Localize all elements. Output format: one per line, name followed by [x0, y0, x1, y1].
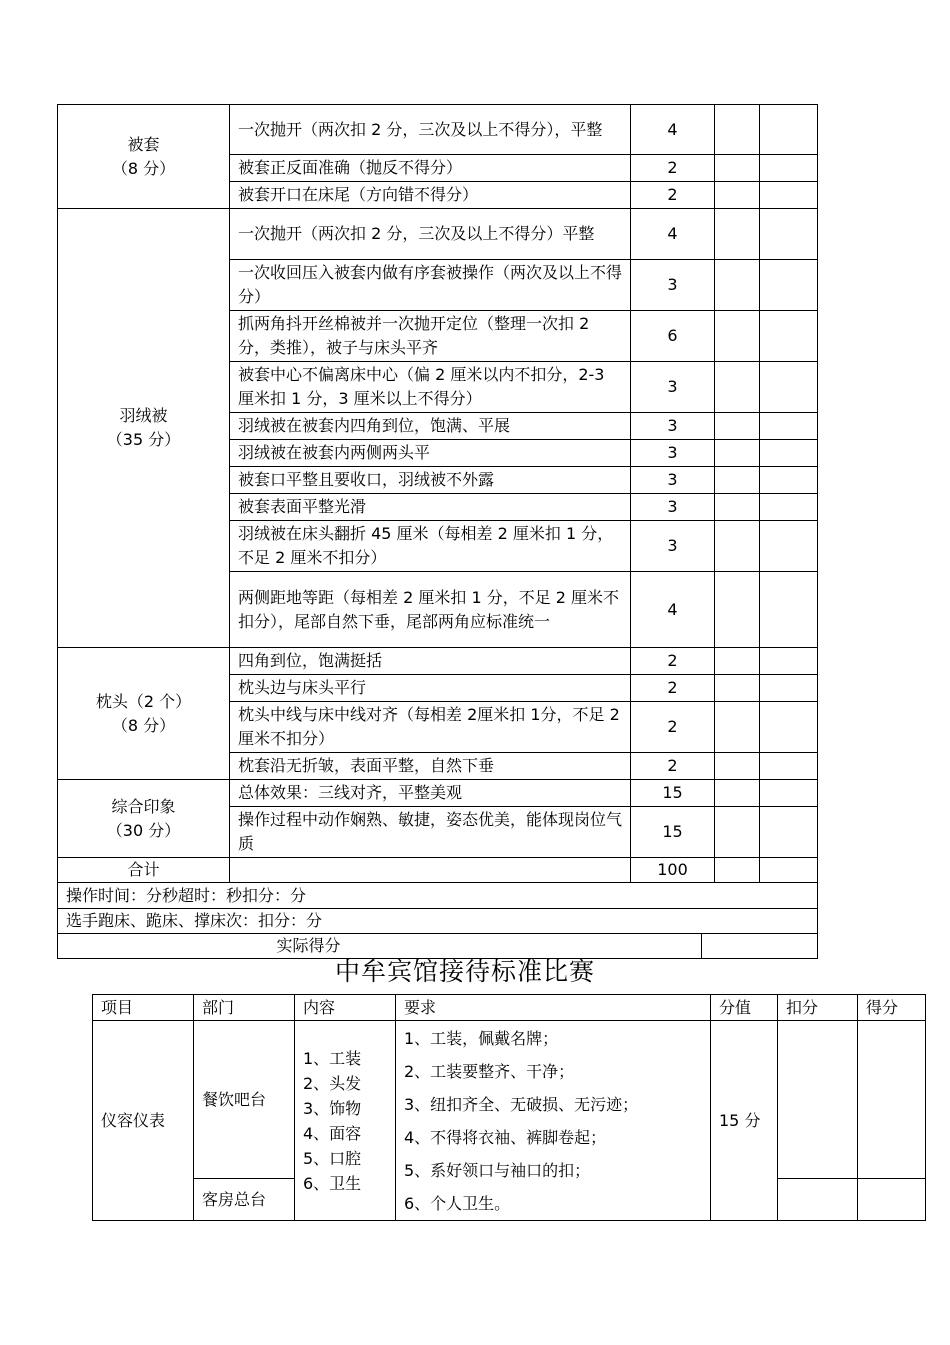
score-cell: 2 [631, 155, 715, 182]
deduction-cell [715, 648, 760, 675]
deduction-cell [715, 675, 760, 702]
deduction-cell [715, 413, 760, 440]
score-cell: 3 [631, 521, 715, 572]
category-cell [58, 648, 230, 780]
requirement-cell: 枕头边与床头平行 [230, 675, 631, 702]
reception-table [92, 994, 926, 1221]
header-content: 内容 [295, 995, 396, 1021]
score-cell: 15 分 [711, 1021, 778, 1221]
deduction-cell [715, 155, 760, 182]
requirement-cell: 枕套沿无折皱，表面平整，自然下垂 [230, 753, 631, 780]
category-points: （8 分） [111, 158, 176, 178]
result-cell [760, 494, 818, 521]
section-title: 中牟宾馆接待标准比赛 [334, 957, 595, 986]
deduction-cell [715, 494, 760, 521]
requirement-cell: 枕头中线与床中线对齐（每相差 2厘米扣 1分，不足 2 厘米不扣分） [230, 702, 631, 753]
result-cell [760, 311, 818, 362]
department-cell: 餐饮吧台 [194, 1021, 295, 1179]
deduction-cell [715, 780, 760, 807]
score-cell: 2 [631, 753, 715, 780]
score-cell: 3 [631, 494, 715, 521]
score-cell: 3 [631, 440, 715, 467]
total-score: 100 [631, 858, 715, 883]
deduction-cell [715, 858, 760, 883]
header-row [93, 995, 926, 1021]
requirement-cell: 羽绒被在被套内两侧两头平 [230, 440, 631, 467]
requirement-list [396, 1021, 711, 1221]
result-cell [760, 675, 818, 702]
result-cell [760, 209, 818, 260]
result-cell [760, 440, 818, 467]
header-result: 得分 [858, 995, 926, 1021]
score-cell: 15 [631, 780, 715, 807]
requirement-cell: 被套开口在床尾（方向错不得分） [230, 182, 631, 209]
requirement-cell: 一次抛开（两次扣 2 分，三次及以上不得分）平整 [230, 209, 631, 260]
result-cell [760, 155, 818, 182]
result-cell [760, 362, 818, 413]
category-points: （8 分） [111, 715, 176, 735]
deduction-cell [778, 1021, 858, 1179]
requirement-cell: 被套正反面准确（抛反不得分） [230, 155, 631, 182]
requirement-item: 1、工装，佩戴名牌； [404, 1028, 559, 1048]
requirement-item: 5、系好领口与袖口的扣； [404, 1160, 591, 1180]
result-cell [760, 753, 818, 780]
header-score: 分值 [711, 995, 778, 1021]
requirement-cell: 两侧距地等距（每相差 2 厘米扣 1 分，不足 2 厘米不扣分），尾部自然下垂，尾部两角应标准统一 [230, 572, 631, 648]
requirement-cell: 一次收回压入被套内做有序套被操作（两次及以上不得分） [230, 260, 631, 311]
result-cell [760, 702, 818, 753]
deduction-cell [778, 1179, 858, 1221]
deduction-cell [715, 521, 760, 572]
result-cell [760, 182, 818, 209]
result-cell [760, 780, 818, 807]
score-cell: 2 [631, 648, 715, 675]
requirement-cell: 一次抛开（两次扣 2 分，三次及以上不得分），平整 [230, 105, 631, 155]
score-cell: 4 [631, 105, 715, 155]
content-item: 6、卫生 [303, 1173, 362, 1193]
total-label: 合计 [58, 858, 230, 883]
header-item: 项目 [93, 995, 194, 1021]
category-name: 枕头（2 个） [95, 691, 192, 711]
category-cell [58, 105, 230, 209]
score-cell: 3 [631, 260, 715, 311]
content-item: 1、工装 [303, 1048, 362, 1068]
result-cell [858, 1021, 926, 1179]
score-cell: 15 [631, 807, 715, 858]
requirement-cell: 被套中心不偏离床中心（偏 2 厘米以内不扣分，2-3 厘米扣 1 分，3 厘米以上不得分） [230, 362, 631, 413]
deduction-cell [715, 440, 760, 467]
category-name: 羽绒被 [119, 406, 168, 425]
category-points: （30 分） [106, 820, 181, 840]
requirement-cell: 羽绒被在床头翻折 45 厘米（每相差 2 厘米扣 1 分，不足 2 厘米不扣分） [230, 521, 631, 572]
header-requirement: 要求 [396, 995, 711, 1021]
deduction-cell [715, 362, 760, 413]
score-cell: 3 [631, 467, 715, 494]
header-deduction: 扣分 [778, 995, 858, 1021]
result-cell [760, 467, 818, 494]
result-cell [760, 572, 818, 648]
requirement-cell: 抓两角抖开丝棉被并一次抛开定位（整理一次扣 2 分，类推），被子与床头平齐 [230, 311, 631, 362]
content-item: 5、口腔 [303, 1148, 362, 1168]
total-empty-cell [230, 858, 631, 883]
category-cell [58, 209, 230, 648]
content-item: 2、头发 [303, 1073, 362, 1093]
category-cell [58, 780, 230, 858]
result-cell [858, 1179, 926, 1221]
result-cell [760, 413, 818, 440]
requirement-item: 3、纽扣齐全、无破损、无污迹； [404, 1094, 639, 1114]
department-cell: 客房总台 [194, 1179, 295, 1221]
deduction-cell [715, 311, 760, 362]
result-cell [760, 105, 818, 155]
score-cell: 2 [631, 182, 715, 209]
result-cell [760, 648, 818, 675]
deduction-cell [715, 753, 760, 780]
score-cell: 3 [631, 413, 715, 440]
deduction-cell [715, 209, 760, 260]
score-cell: 6 [631, 311, 715, 362]
deduction-cell [715, 182, 760, 209]
score-cell: 3 [631, 362, 715, 413]
operation-time-row: 操作时间：分秒超时：秒扣分：分 [58, 883, 818, 909]
requirement-cell: 四角到位，饱满挺括 [230, 648, 631, 675]
penalty-row: 选手跑床、跪床、撑床次：扣分：分 [58, 909, 818, 934]
category-points: （35 分） [106, 430, 181, 449]
deduction-cell [715, 260, 760, 311]
requirement-item: 4、不得将衣袖、裤脚卷起； [404, 1127, 607, 1147]
requirement-cell: 操作过程中动作娴熟、敏捷，姿态优美，能体现岗位气质 [230, 807, 631, 858]
requirement-cell: 被套表面平整光滑 [230, 494, 631, 521]
header-department: 部门 [194, 995, 295, 1021]
requirement-cell: 被套口平整且要收口，羽绒被不外露 [230, 467, 631, 494]
requirement-cell: 总体效果：三线对齐，平整美观 [230, 780, 631, 807]
result-cell [760, 521, 818, 572]
deduction-cell [715, 807, 760, 858]
result-cell [760, 858, 818, 883]
content-list [295, 1021, 396, 1221]
deduction-cell [715, 105, 760, 155]
score-cell: 4 [631, 572, 715, 648]
deduction-cell [715, 467, 760, 494]
score-cell: 4 [631, 209, 715, 260]
content-item: 4、面容 [303, 1123, 362, 1143]
deduction-cell [715, 572, 760, 648]
scoring-table [57, 104, 818, 959]
category-name: 综合印象 [111, 796, 176, 816]
content-item: 3、饰物 [303, 1098, 362, 1118]
score-cell: 2 [631, 675, 715, 702]
requirement-cell: 羽绒被在被套内四角到位，饱满、平展 [230, 413, 631, 440]
result-cell [760, 260, 818, 311]
item-cell: 仪容仪表 [93, 1021, 194, 1221]
actual-score-label: 实际得分 [58, 934, 702, 959]
deduction-cell [715, 702, 760, 753]
score-cell: 2 [631, 702, 715, 753]
requirement-item: 6、个人卫生。 [404, 1193, 511, 1213]
category-name: 被套 [127, 134, 160, 154]
result-cell [760, 807, 818, 858]
requirement-item: 2、工装要整齐、干净； [404, 1061, 575, 1081]
